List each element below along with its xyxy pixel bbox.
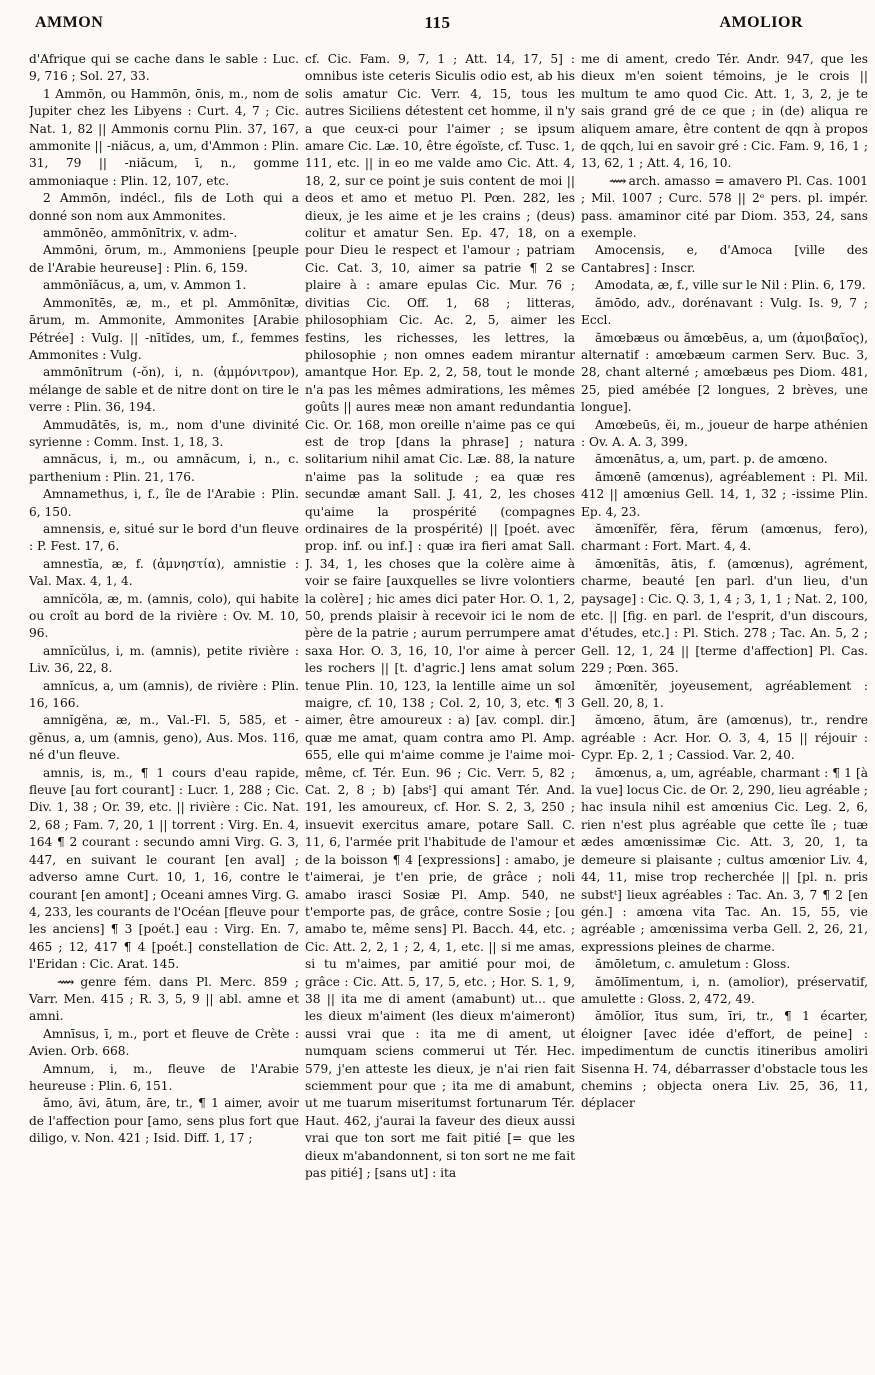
arrow-icon: ⟿ [57, 974, 73, 989]
entry-amolimentum: ămōlīmentum, i, n. (amolior), préservatif, amulette : Gloss. 2, 472, 49. [581, 974, 868, 1006]
entry-amoenatus: ămœnātus, a, um, part. p. de amœno. [595, 452, 828, 467]
entry-amnamethus: Amnamethus, i, f., île de l'Arabie : Plin. 6, 150. [29, 487, 299, 519]
entry-amnisus: Amnīsus, ī, m., port et fleuve de Crète : Avien. Orb. 668. [29, 1026, 299, 1059]
entry-ammoneo: ammōnēo, ammōnītrix, v. adm-. [43, 226, 238, 241]
entry-amnicola: amnĭcŏla, æ, m. (amnis, colo), qui habite ou croît au bord de la rivière : Ov. M. 10, 96. [29, 591, 299, 641]
entry-ammonitrum: ammōnītrum (-ŏn), i, n. (ἀμμόνιτρον), mélange de sable et de nitre dont on tire le verre : Plin. 36, 194. [29, 365, 299, 415]
column-2 [305, 51, 575, 1370]
entry-amoene: ămœnē (amœnus), agréablement : Pl. Mil. 412 || amœnius Gell. 14, 1, 32 ; -issime Plin. Ep. 4, 23. [581, 469, 868, 519]
running-head-left: AMMON [35, 14, 104, 31]
entry-amnis-note-text: genre fém. dans Pl. Merc. 859 ; Varr. Men. 415 ; R. 3, 5, 9 || abl. amne et amni. [29, 974, 299, 1024]
entry-amoeniter: ămœnĭtĕr, joyeusement, agréablement : Gell. 20, 8, 1. [581, 678, 868, 711]
entry-amolior: ămōlĭor, ītus sum, īri, tr., ¶ 1 écarter, éloigner [avec idée d'effort, de peine] : impedimentum de cunctis itineribus amoliri Sisenna H. 74, débarrasser d'obstacle tous les chemins ; objecta onera Liv. 25, 36, 11, déplacer [581, 1009, 868, 1111]
entry-amocensis: Amocensis, e, d'Amoca [ville des Cantabres] : Inscr. [581, 243, 868, 275]
running-head-right: AMOLIOR [719, 14, 803, 31]
entry-ammon-1: 1 Ammōn, ou Hammōn, ōnis, m., nom de Jupiter chez les Libyens : Curt. 4, 7 ; Cic. Nat. 1, 82 || Ammonis cornu Plin. 37, 167, ammonite || -niăcus, a, um, d'Ammon : Plin. 31, 79 || -niăcum, ī, n., gomme ammoniaque : Plin. 12, 107, etc. [29, 86, 299, 188]
entry-amo-note-text: arch. amasso = amavero Pl. Cas. 1001 ; Mil. 1007 ; Curc. 578 || 2ᵉ pers. pl. impér. pass. amaminor cité par Diom. 353, 24, sans exemple. [581, 173, 868, 241]
page-header [0, 6, 875, 36]
entry-amnis-note [29, 974, 299, 1026]
entry-ammoniacus: ammōnĭăcus, a, um, v. Ammon 1. [43, 278, 247, 293]
entry-amoletum: ămōletum, c. amuletum : Gloss. [595, 957, 791, 972]
entry-amodo: ămōdo, adv., dorénavant : Vulg. Is. 9, 7 ; Eccl. [581, 295, 868, 328]
entry-amo-note [581, 173, 868, 243]
entry-amoebaeus: ămœbæus ou ămœbēus, a, um (ἀμοιβαῖος), alternatif : amœbæum carmen Serv. Buc. 3, 28, chant alterné ; amœbæus pes Diom. 481, 25, pied amébée [2 longues, 2 brèves, une longue]. [581, 330, 868, 415]
entry-amoenifer: ămœnĭfĕr, fĕra, fĕrum (amœnus, fero), charmant : Fort. Mart. 4, 4. [581, 521, 868, 554]
entry-amoebeus: Amœbeūs, ĕi, m., joueur de harpe athénien : Ov. A. A. 3, 399. [581, 417, 868, 449]
entry-amnis: amnis, is, m., ¶ 1 cours d'eau rapide, fleuve [au fort courant] : Lucr. 1, 288 ; Cic. Div. 1, 38 ; Or. 39, etc. || rivière : Cic. Nat. 2, 68 ; Fam. 7, 20, 1 || torrent : Virg. En. 4, 164 ¶ 2 courant : secundo amni Virg. G. 3, 447, en suivant le courant [en aval] ; adverso amne Curt. 10, 1, 16, contre le courant [en amont] ; Oceani amnes Virg. G. 4, 233, les courants de l'Océan [fleuve pour les anciens] ¶ 3 [poét.] eau : Virg. En. 7, 465 ; 12, 417 ¶ 4 [poét.] constellation de l'Eridan : Cic. Arat. 145. [29, 765, 299, 972]
entry-amnestia: amnestĭa, æ, f. (ἀμνηστία), amnistie : Val. Max. 4, 1, 4. [29, 556, 299, 589]
arrow-icon: ⟿ [609, 173, 625, 188]
entry-ammon-2: 2 Ammōn, indécl., fils de Loth qui a donné son nom aux Ammonites. [29, 191, 299, 223]
entry-amnensis: amnensis, e, situé sur le bord d'un fleuve : P. Fest. 17, 6. [29, 521, 299, 554]
entry-amnacus: amnăcus, i, m., ou amnăcum, i, n., c. parthenium : Plin. 21, 176. [29, 452, 299, 484]
entry-amniculus: amnĭcŭlus, i, m. (amnis), petite rivière : Liv. 36, 22, 8. [29, 643, 299, 676]
column-3 [581, 51, 868, 1370]
column-1 [29, 51, 299, 1370]
text-columns [29, 51, 870, 1370]
entry-amnigena: amnĭgĕna, æ, m., Val.-Fl. 5, 585, et -gĕnus, a, um (amnis, geno), Aus. Mos. 116, né d'un fleuve. [29, 713, 299, 763]
entry-amnum: Amnum, i, m., fleuve de l'Arabie heureuse : Plin. 6, 151. [29, 1061, 299, 1093]
entry-amodata: Amodata, æ, f., ville sur le Nil : Plin. 6, 179. [595, 278, 866, 293]
entry-amo-continued: cf. Cic. Fam. 9, 7, 1 ; Att. 14, 17, 5] : omnibus iste ceteris Siculis odio est, ab his solis amatur Cic. Verr. 4, 15, tous les autres Siciliens détestent cet homme, il n'y a que ceux-ci pour l'aimer ; se ipsum amare Cic. Læ. 10, être égoïste, cf. Tusc. 1, 111, etc. || in eo me valde amo Cic. Att. 4, 18, 2, sur ce point je suis content de moi || deos et amo et metuo Pl. Pœn. 282, les dieux, je les aime et je les crains ; (deus) colitur et amatur Sen. Ep. 47, 18, on a pour Dieu le respect et l'amour ; patriam Cic. Cat. 3, 10, aimer sa patrie ¶ 2 se plaire à : amare epulas Cic. Mur. 76 ; divitias Cic. Off. 1, 68 ; litteras, philosophiam Cic. Ac. 2, 5, aimer les festins, les richesses, les lettres, la philosophie ; non omnes eadem mirantur amantque Hor. Ep. 2, 2, 58, tout le monde n'a pas les mêmes admirations, les mêmes goûts || aures meæ non amant redundantia Cic. Or. 168, mon oreille n'aime pas ce qui est de trop [dans la phrase] ; natura solitarium nihil amat Cic. Læ. 88, la nature n'aime pas la solitude ; ea quæ res secundæ amant Sall. J. 41, 2, les choses qu'aime la prospérité (compagnes ordinaires de la prospérité) || [poét. avec prop. inf. ou inf.] : quæ ira fieri amat Sall. J. 34, 1, les choses que la colère aime à voir se faire [auxquelles se livre volontiers la colère] ; hic ames dici pater Hor. O. 1, 2, 50, prends plaisir à recevoir ici le nom de père de la patrie ; aurum perrumpere amat saxa Hor. O. 3, 16, 10, l'or aime à percer les rochers || [t. d'agric.] lens amat solum tenue Plin. 10, 123, la lentille aime un sol maigre, cf. 10, 138 ; Col. 2, 10, 3, etc. ¶ 3 aimer, être amoureux : a) [av. compl. dir.] quæ me amat, quam contra amo Pl. Amp. 655, elle qui m'aime comme je l'aime moi-même, cf. Tér. Eun. 96 ; Cic. Verr. 5, 82 ; Cat. 2, 8 ; b) [absᵗ] qui amant Tér. And. 191, les amoureux, cf. Hor. S. 2, 3, 250 ; insuevit exercitus amare, potare Sall. C. 11, 6, l'armée prit l'habitude de l'amour et de la boisson ¶ 4 [expressions] : amabo, je t'aimerai, je t'en prie, de grâce ; noli amabo irasci Sosiæ Pl. Amp. 540, ne t'emporte pas, de grâce, contre Sosie ; [ou amabo te, même sens] Pl. Bacch. 44, etc. ; Cic. Att. 2, 2, 1 ; 2, 4, 1, etc. || si me amas, si tu m'aimes, par amitié pour moi, de grâce : Cic. Att. 5, 17, 5, etc. ; Hor. S. 1, 9, 38 || ita me di ament (amabunt) ut... que les dieux m'aiment (les dieux m'aimeront) aussi vrai que : ita me di ament, ut numquam sciens commerui ut Tér. Hec. 579, j'en atteste les dieux, je n'ai rien fait sciemment pour que ; ita me di amabunt, ut me tuarum miseritumst fortunarum Tér. Haut. 462, j'aurai la faveur des dieux aussi vrai que ton sort me fait pitié [= que les dieux m'abandonnent, si ton sort ne me fait pas pitié] ; [sans ut] : ita [305, 52, 575, 1180]
entry-amoenitas: ămœnĭtās, ātis, f. (amœnus), agrément, charme, beauté [en parl. d'un lieu, d'un paysage] : Cic. Q. 3, 1, 4 ; 3, 1, 1 ; Nat. 2, 100, etc. || [fig. en parl. de l'esprit, d'un discours, d'études, etc.] : Pl. Stich. 278 ; Tac. An. 5, 2 ; Gell. 12, 1, 24 || [terme d'affection] Pl. Cas. 229 ; Pœn. 365. [581, 556, 868, 676]
entry-amo: ămo, āvi, ātum, āre, tr., ¶ 1 aimer, avoir de l'affection pour [amo, sens plus fort que diligo, v. Non. 421 ; Isid. Diff. 1, 17 ; [29, 1096, 299, 1146]
entry-amoenus: ămœnus, a, um, agréable, charmant : ¶ 1 [à la vue] locus Cic. de Or. 2, 290, lieu agréable ; hac insula nihil est amœnius Cic. Leg. 2, 6, rien n'est plus agréable que cette île ; tuæ ædes amœnissimæ Cic. Att. 3, 20, 1, ta demeure si plaisante ; cultus amœnior Liv. 4, 44, 11, mise trop recherchée || [pl. n. pris substᵗ] lieux agréables : Tac. An. 3, 7 ¶ 2 [en gén.] : amœna vita Tac. An. 15, 55, vie agréable ; amœnissima verba Gell. 2, 26, 21, expressions pleines de charme. [581, 765, 868, 954]
page-number: 115 [424, 13, 451, 32]
entry-amo-end: me di ament, credo Tér. Andr. 947, que les dieux m'en soient témoins, je le crois || multum te amo quod Cic. Att. 1, 3, 2, je te sais grand gré de ce que ; in (de) aliqua re aliquem amare, être content de qqn à propos de qqch, lui en savoir gré : Cic. Fam. 9, 16, 1 ; 13, 62, 1 ; Att. 4, 16, 10. [581, 52, 868, 171]
entry-ammoni: Ammōni, ōrum, m., Ammoniens [peuple de l'Arabie heureuse] : Plin. 6, 159. [29, 243, 299, 275]
entry-ammudates: Ammudātēs, is, m., nom d'une divinité syrienne : Comm. Inst. 1, 18, 3. [29, 417, 299, 449]
entry-amnicus: amnĭcus, a, um (amnis), de rivière : Plin. 16, 166. [29, 678, 299, 711]
entry-continuation: d'Afrique qui se cache dans le sable : Luc. 9, 716 ; Sol. 27, 33. [29, 52, 299, 84]
entry-amoeno: ămœno, ātum, āre (amœnus), tr., rendre agréable : Acr. Hor. O. 3, 4, 15 || réjouir : Cypr. Ep. 2, 1 ; Cassiod. Var. 2, 40. [581, 713, 868, 763]
entry-ammonites: Ammonītēs, æ, m., et pl. Ammōnītæ, ārum, m. Ammonite, Ammonites [Arabie Pétrée] : Vulg. || -nītĭdes, um, f., femmes Ammonites : Vulg. [29, 295, 299, 362]
